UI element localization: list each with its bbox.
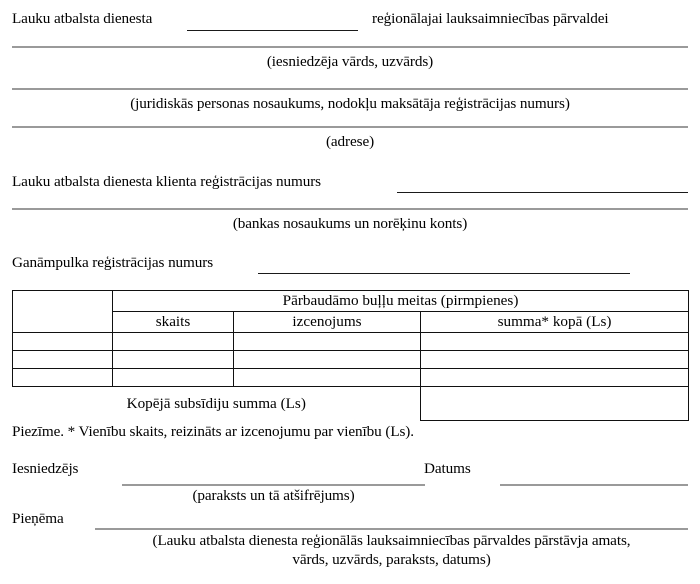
- legal-entity-input-line[interactable]: [12, 88, 688, 90]
- caption-legal-entity: (juridiskās personas nosaukums, nodokļu maksātāja reģistrācijas numurs): [130, 95, 570, 112]
- table-cell-summa[interactable]: [421, 351, 689, 369]
- table-cell-skaits[interactable]: [113, 369, 234, 387]
- table-cell-izcenojums[interactable]: [234, 333, 421, 351]
- addressee-suffix-label: reģionālajai lauksaimniecības pārvaldei: [372, 10, 609, 27]
- receiver-input-line[interactable]: [95, 528, 688, 530]
- table-header-summa: summa* kopā (Ls): [421, 312, 689, 333]
- herd-registration-label: Ganāmpulka reģistrācijas numurs: [12, 254, 214, 271]
- applicant-name-input-line[interactable]: [12, 46, 688, 48]
- subsidy-table: [12, 290, 689, 421]
- date-input-line[interactable]: [500, 484, 688, 486]
- caption-applicant-name: (iesniedzēja vārds, uzvārds): [266, 53, 434, 70]
- table-cell-skaits[interactable]: [113, 351, 234, 369]
- table-cell-skaits[interactable]: [113, 333, 234, 351]
- table-total-label: Kopējā subsīdiju summa (Ls): [126, 394, 306, 412]
- caption-address: (adrese): [325, 133, 375, 150]
- table-cell-summa[interactable]: [421, 333, 689, 351]
- table-header-row: [13, 312, 689, 333]
- submitter-label: Iesniedzējs: [12, 460, 79, 477]
- date-label: Datums: [424, 460, 471, 477]
- client-registration-label: Lauku atbalsta dienesta klienta reģistrācijas numurs: [12, 173, 321, 190]
- address-input-line[interactable]: [12, 126, 688, 128]
- table-corner-cell: [13, 291, 113, 333]
- table-cell-summa[interactable]: [421, 369, 689, 387]
- caption-receiver-line1: (Lauku atbalsta dienesta reģionālās lauksaimniecības pārvaldes pārstāvja amats,: [152, 532, 631, 549]
- table-total-row: [13, 387, 689, 421]
- herd-registration-input-line[interactable]: [258, 273, 630, 274]
- bank-input-line[interactable]: [12, 208, 688, 210]
- table-cell-label[interactable]: [13, 351, 113, 369]
- table-cell-label[interactable]: [13, 369, 113, 387]
- table-header-izcenojums: izcenojums: [234, 312, 421, 333]
- table-row: [13, 369, 689, 387]
- table-row: [13, 351, 689, 369]
- table-group-header-row: [13, 291, 689, 312]
- table-row: [13, 333, 689, 351]
- table-cell-label[interactable]: [13, 333, 113, 351]
- caption-receiver-line2: vārds, uzvārds, paraksts, datums): [292, 551, 491, 568]
- submitter-input-line[interactable]: [122, 484, 425, 486]
- footnote: Piezīme. * Vienību skaits, reizināts ar izcenojumu par vienību (Ls).: [12, 423, 414, 440]
- table-header-skaits: skaits: [113, 312, 234, 333]
- table-total-value[interactable]: [421, 387, 689, 421]
- table-cell-izcenojums[interactable]: [234, 369, 421, 387]
- client-registration-input-line[interactable]: [397, 192, 688, 193]
- addressee-prefix-label: Lauku atbalsta dienesta: [12, 10, 153, 27]
- regional-office-input-line[interactable]: [187, 30, 358, 31]
- caption-bank: (bankas nosaukums un norēķinu konts): [232, 215, 468, 232]
- receiver-label: Pieņēma: [12, 510, 64, 527]
- table-group-header-cell: Pārbaudāmo buļļu meitas (pirmpienes): [113, 291, 689, 312]
- table-cell-izcenojums[interactable]: [234, 351, 421, 369]
- caption-signature: (paraksts un tā atšifrējums): [192, 487, 355, 504]
